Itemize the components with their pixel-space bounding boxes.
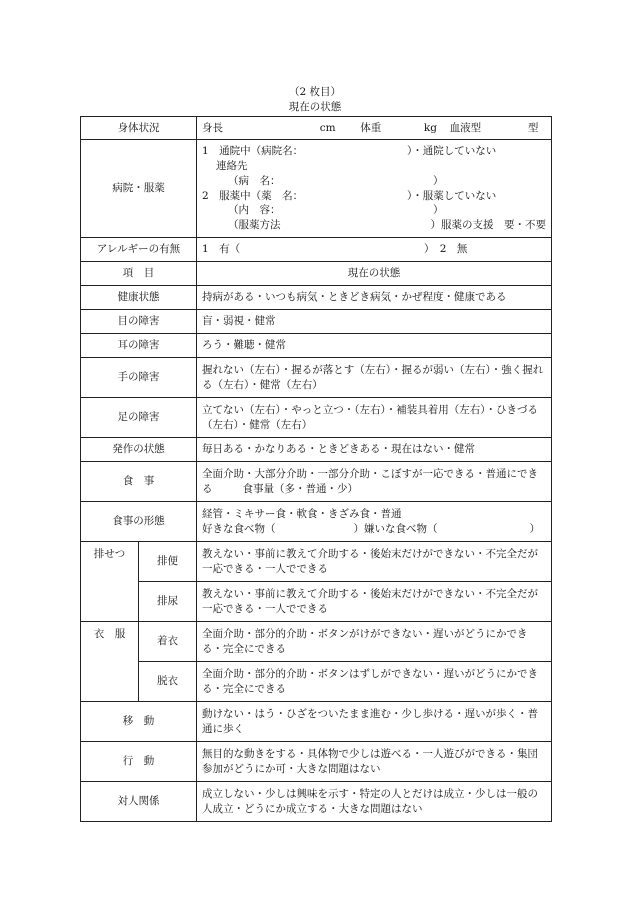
label-body-status: 身体状況 (81, 117, 197, 140)
value-wear[interactable]: 全面介助・部分的介助・ボタンがけができない・遅いがどうにかできる・完全にできる (197, 622, 552, 662)
disliked-food-left: ）嫌いな食べ物（ (353, 522, 438, 535)
value-movement[interactable]: 動けない・はう・ひざをついたまま進む・少し歩ける・遅いが歩く・普通に歩く (197, 702, 552, 742)
hospital-disease-left: （病 名： (228, 174, 281, 187)
label-defecation: 排便 (139, 542, 197, 582)
row-movement (81, 702, 552, 742)
value-foot[interactable]: 立てない（左右）・やっと立つ・（左右）・補装具着用（左右）・ひきづる（左右）・健常（左右） (197, 398, 552, 438)
value-item-header: 現在の状態 (197, 262, 552, 286)
label-meal-form: 食事の形態 (81, 502, 197, 542)
row-meal (81, 462, 552, 502)
hospital-contact: 連絡先 (216, 160, 248, 173)
weight-label: 体重 (360, 121, 382, 134)
meal-form-options: 経管・ミキサー食・軟食・きざみ食・普通 (202, 507, 402, 520)
row-relations (81, 782, 552, 822)
value-hand[interactable]: 握れない（左右）・握るが落とす（左右）・握るが弱い（左右）・強く握れる（左右）・健常（左右） (197, 358, 552, 398)
row-foot (81, 398, 552, 438)
label-ear: 耳の障害 (81, 334, 197, 358)
row-ear (81, 334, 552, 358)
row-hospital (81, 140, 552, 238)
medication-content-left: （内 容： (228, 204, 281, 217)
label-undress: 脱衣 (139, 662, 197, 702)
label-hospital: 病院・服薬 (81, 140, 197, 238)
label-foot: 足の障害 (81, 398, 197, 438)
row-seizure (81, 438, 552, 462)
value-meal-form[interactable] (197, 502, 552, 542)
label-health: 健康状態 (81, 286, 197, 310)
label-excretion: 排せつ (81, 542, 139, 622)
label-movement: 移 動 (81, 702, 197, 742)
row-behavior (81, 742, 552, 782)
value-health[interactable]: 持病がある・いつも病気・ときどき病気・かぜ程度・健康である (197, 286, 552, 310)
hospital-disease-right: ） (433, 174, 444, 187)
label-meal: 食 事 (81, 462, 197, 502)
medication-method-left: （服薬方法 (228, 218, 281, 231)
row-item-header (81, 262, 552, 286)
row-eye (81, 310, 552, 334)
value-seizure[interactable]: 毎日ある・かなりある・ときどきある・現在はない・健常 (197, 438, 552, 462)
medication-line-left: 2 服薬中（薬 名： (202, 189, 304, 202)
medication-method-right: ）服薬の支援 要・不要 (430, 218, 546, 231)
label-relations: 対人関係 (81, 782, 197, 822)
label-wear: 着衣 (139, 622, 197, 662)
label-behavior: 行 動 (81, 742, 197, 782)
page-number: （2 枚目） (288, 86, 342, 98)
label-clothing: 衣 服 (81, 622, 139, 702)
value-undress[interactable]: 全面介助・部分的介助・ボタンはずしができない・遅いがどうにかできる・完全にできる (197, 662, 552, 702)
value-eye[interactable]: 盲・弱視・健常 (197, 310, 552, 334)
meal-amount: 食事量（多・普通・少） (242, 482, 358, 495)
meal-options: 全面介助・大部分介助・一部分介助・こぼすが一応できる・普通にできる (202, 467, 538, 495)
label-item-header: 項 目 (81, 262, 197, 286)
hospital-line1-left: 1 通院中（病院名： (202, 145, 304, 158)
cm-unit: cm (319, 121, 336, 134)
row-wear (81, 622, 552, 662)
row-hand (81, 358, 552, 398)
medication-content-right: ） (433, 204, 444, 217)
page-title: 現在の状態 (288, 101, 342, 113)
row-body-status (81, 117, 552, 140)
row-health (81, 286, 552, 310)
value-urination[interactable]: 教えない・事前に教えて介助する・後始末だけができない・不完全だが一応できる・一人でできる (197, 582, 552, 622)
label-seizure: 発作の状態 (81, 438, 197, 462)
height-label: 身長 (202, 121, 223, 134)
row-meal-form (81, 502, 552, 542)
type-unit: 型 (527, 121, 539, 134)
row-undress (81, 662, 552, 702)
value-relations[interactable]: 成立しない・少しは興味を示す・特定の人とだけは成立・少しは一般の人成立・どうにか成立する・大きな問題はない (197, 782, 552, 822)
allergy-right: ） 2 無 (424, 243, 468, 256)
value-hospital[interactable] (197, 140, 552, 238)
value-behavior[interactable]: 無目的な動きをする・具体物で少しは遊べる・一人遊びができる・集団参加がどうにか可・大きな問題はない (197, 742, 552, 782)
value-ear[interactable]: ろう・難聴・健常 (197, 334, 552, 358)
value-meal[interactable] (197, 462, 552, 502)
value-body-status[interactable] (197, 117, 552, 140)
label-eye: 目の障害 (81, 310, 197, 334)
blood-type-label: 血液型 (449, 121, 482, 134)
status-form-table (80, 116, 552, 822)
disliked-food-right: ） (529, 522, 540, 535)
row-allergy (81, 238, 552, 262)
hospital-line1-right: ）・通院していない (407, 145, 497, 158)
label-allergy: アレルギーの有無 (81, 238, 197, 262)
kg-unit: kg (423, 121, 437, 134)
medication-line-right: ）・服薬していない (407, 189, 497, 202)
row-urination (81, 582, 552, 622)
favorite-food-left: 好きな食べ物（ (202, 522, 276, 535)
label-urination: 排尿 (139, 582, 197, 622)
value-defecation[interactable]: 教えない・事前に教えて介助する・後始末だけができない・不完全だが一応できる・一人でできる (197, 542, 552, 582)
value-allergy[interactable] (197, 238, 552, 262)
label-hand: 手の障害 (81, 358, 197, 398)
row-defecation (81, 542, 552, 582)
allergy-left: 1 有（ (202, 243, 241, 256)
